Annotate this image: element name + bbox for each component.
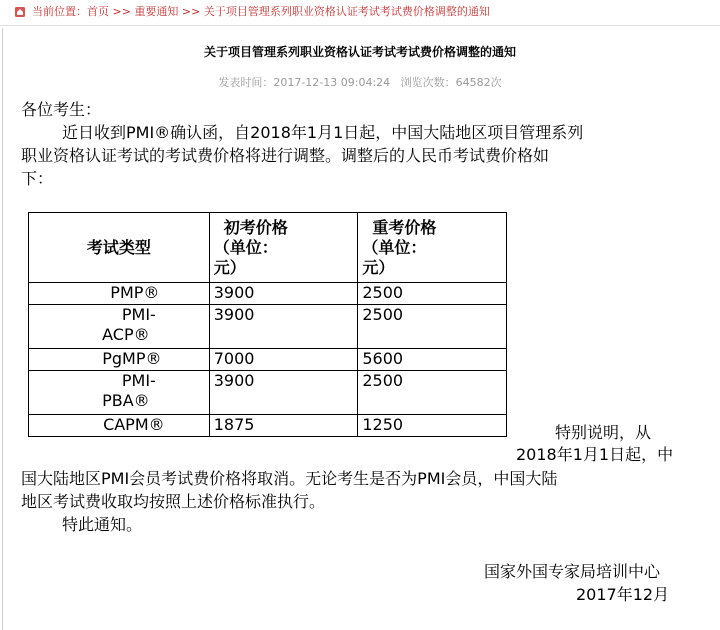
table-row — [29, 283, 507, 305]
header-line: 初考价格 — [223, 217, 288, 237]
publish-time-label: 发表时间： — [218, 76, 274, 89]
signature-org: 国家外国专家局培训中心 — [484, 562, 661, 581]
home-location-icon — [14, 6, 26, 18]
note-line: 地区考试费收取均按照上述价格标准执行。 — [21, 492, 326, 511]
exam-name-cell: CAPM® — [29, 415, 210, 437]
first-price-cell: 3900 — [209, 305, 358, 349]
table-row — [29, 349, 507, 371]
content-border — [2, 28, 3, 630]
breadcrumb-separator: >> — [109, 5, 135, 18]
first-price-cell: 1875 — [209, 415, 358, 437]
header-line: （单位： — [213, 237, 278, 257]
paragraph-line: 职业资格认证考试的考试费价格将进行调整。调整后的人民币考试费价格如 — [21, 146, 550, 165]
retake-price-cell: 2500 — [358, 283, 507, 305]
header-line: 元） — [213, 257, 246, 277]
breadcrumb — [0, 0, 720, 26]
column-header-first-price — [209, 213, 358, 283]
first-price-cell: 7000 — [209, 349, 358, 371]
note-line: 特别说明，从 — [555, 423, 652, 442]
first-price-cell: 3900 — [209, 371, 358, 415]
table-row — [29, 415, 507, 437]
header-line: 重考价格 — [372, 217, 437, 237]
retake-price-cell: 2500 — [358, 305, 507, 349]
column-header-retake-price — [358, 213, 507, 283]
table-header-row — [29, 213, 507, 283]
breadcrumb-prefix: 当前位置： — [32, 5, 87, 18]
note-line: 国大陆地区PMI会员考试费价格将取消。无论考生是否为PMI会员，中国大陆 — [21, 469, 558, 488]
exam-name-cell: PMI- ACP® — [29, 305, 210, 349]
table-row — [29, 371, 507, 415]
exam-name-cell: PMI- PBA® — [29, 371, 210, 415]
note-line: 2018年1月1日起，中 — [516, 445, 674, 464]
retake-price-cell: 1250 — [358, 415, 507, 437]
exam-name-cell: PgMP® — [29, 349, 210, 371]
publish-time: 2017-12-13 09:04:24 — [273, 76, 391, 89]
exam-name-cell: PMP® — [29, 283, 210, 305]
page-title: 关于项目管理系列职业资格认证考试考试费价格调整的通知 — [203, 45, 516, 59]
column-header-exam-type: 考试类型 — [29, 213, 210, 283]
breadcrumb-trail — [32, 5, 490, 19]
greeting: 各位考生： — [21, 100, 102, 119]
view-count: 64582次 — [455, 76, 502, 89]
breadcrumb-separator: >> — [178, 5, 204, 18]
header-line: 元） — [362, 257, 395, 277]
header-line: （单位： — [362, 237, 427, 257]
table-row — [29, 305, 507, 349]
breadcrumb-current-link[interactable]: 关于项目管理系列职业资格认证考试考试费价格调整的通知 — [203, 5, 490, 18]
first-price-cell: 3900 — [209, 283, 358, 305]
paragraph-line: 下： — [21, 169, 54, 188]
signature-date: 2017年12月 — [576, 585, 670, 604]
paragraph-line: 近日收到PMI®确认函，自2018年1月1日起，中国大陆地区项目管理系列 — [62, 123, 584, 142]
article-meta — [0, 76, 720, 90]
breadcrumb-section-link[interactable]: 重要通知 — [134, 5, 179, 18]
retake-price-cell: 2500 — [358, 371, 507, 415]
fee-table — [28, 212, 507, 437]
view-count-label: 浏览次数： — [400, 76, 456, 89]
retake-price-cell: 5600 — [358, 349, 507, 371]
breadcrumb-home-link[interactable]: 首页 — [87, 5, 109, 18]
closing-text: 特此通知。 — [62, 515, 143, 534]
